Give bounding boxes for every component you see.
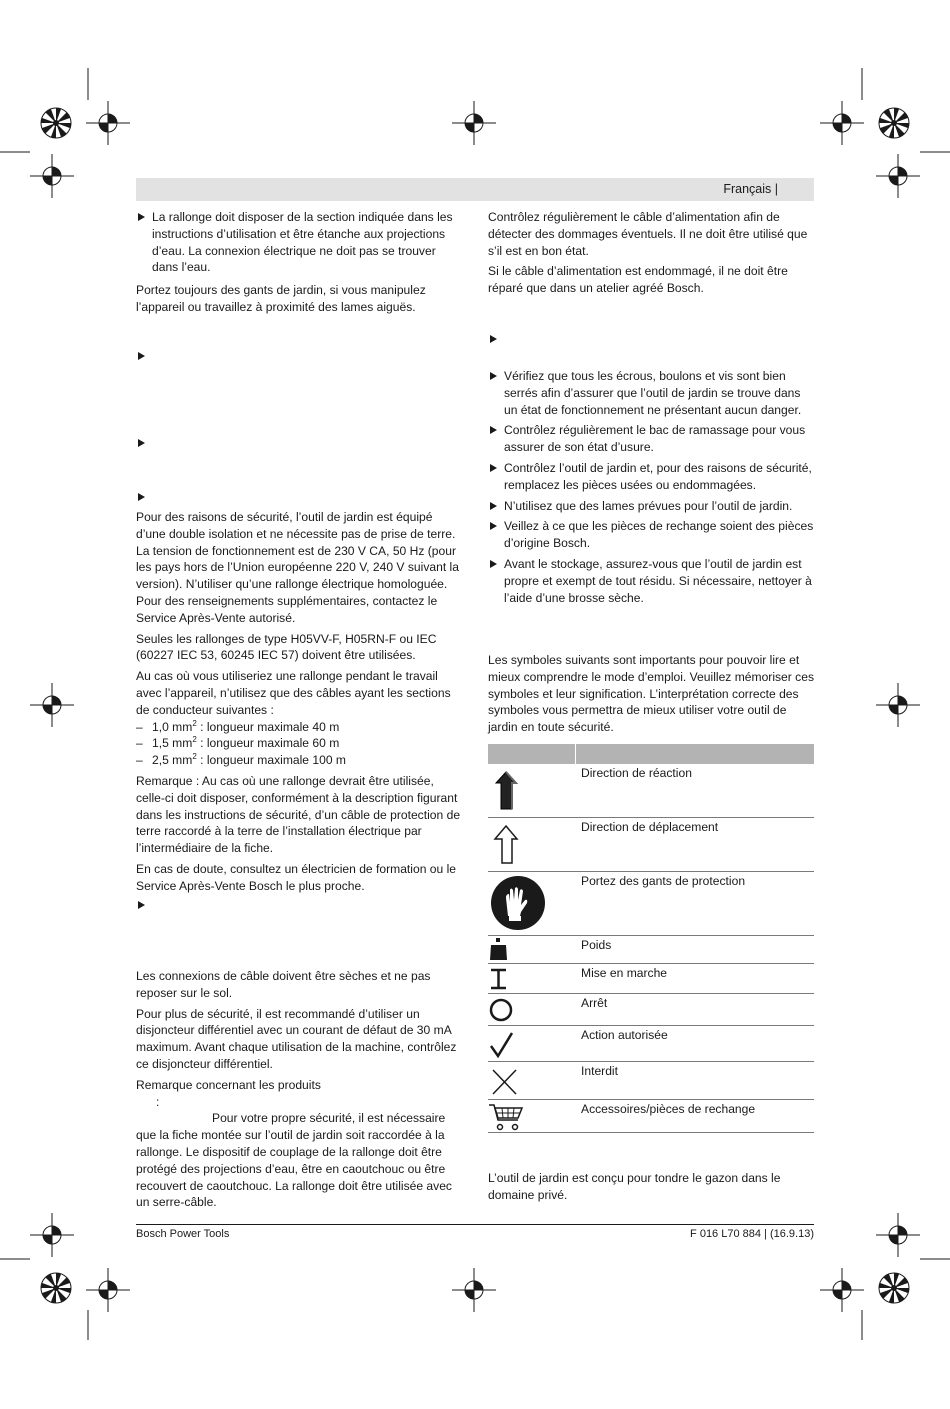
cross-icon (488, 1062, 522, 1099)
doubt-paragraph: En cas de doute, consultez un électricien de formation ou le Service Après-Vente Bosch le plus proche. (136, 861, 457, 893)
connections-paragraph: Les connexions de câble doivent être sèches et ne pas reposer sur le sol. (136, 969, 431, 1000)
symbol-label: Mise en marche (581, 966, 668, 980)
left-column-top (136, 209, 462, 316)
maintenance-item: Contrôlez régulièrement le bac de ramassage pour vous assurer de son état d’usure. (488, 422, 814, 456)
bullet-arrow-icon (138, 901, 145, 909)
header-language: Français | (723, 182, 778, 196)
footer-document-code: F 016 L70 884 | (16.9.13) (690, 1228, 814, 1240)
symbol-label: Action autorisée (581, 1028, 668, 1042)
bullet-arrow-icon (490, 426, 497, 434)
bullet-arrow-icon (490, 522, 497, 530)
shopping-cart-icon (488, 1100, 528, 1132)
intended-use-paragraph: L’outil de jardin est conçu pour tondre le gazon dans le domaine privé. (488, 1171, 781, 1202)
right-column-top (488, 209, 814, 297)
bullet-arrow-icon (138, 352, 145, 360)
footer-publisher: Bosch Power Tools (136, 1228, 230, 1240)
symbol-label: Arrêt (581, 996, 608, 1010)
reaction-direction-arrow-icon (488, 764, 528, 817)
symbols-intro-block (488, 652, 814, 736)
symbol-label: Direction de déplacement (581, 820, 719, 834)
movement-direction-arrow-icon (488, 818, 528, 871)
left-column-connections (136, 968, 462, 1211)
weight-icon (488, 936, 518, 963)
symbol-row (488, 994, 814, 1026)
check-cable-paragraph: Contrôlez régulièrement le câble d’alimentation afin de détecter des dommages éventuels. Il ne doit être utilisé que s’il est en bon état. (488, 210, 808, 258)
maintenance-item: Avant le stockage, assurez-vous que l’outil de jardin est propre et exempt de tout résidu. Si nécessaire, nettoyer à l’aide d’une brosse sèche. (488, 556, 814, 606)
symbols-table-header (488, 744, 814, 764)
symbol-label: Interdit (581, 1064, 618, 1078)
plug-lead-text: Pour votre propre sécurité, il est nécessaire (212, 1111, 446, 1126)
gloves-paragraph: Portez toujours des gants de jardin, si vous manipulez l’appareil ou travaillez à proximité des lames aiguës. (136, 283, 426, 314)
repair-paragraph: Si le câble d’alimentation est endommagé, il ne doit être réparé que dans un atelier agréé Bosch. (488, 264, 788, 296)
symbol-row (488, 872, 814, 936)
symbol-row (488, 1026, 814, 1062)
bullet-arrow-icon (138, 213, 145, 221)
symbol-row (488, 964, 814, 994)
symbol-label: Poids (581, 938, 612, 952)
left-column-electrical (136, 509, 462, 895)
safety-paragraph: Pour des raisons de sécurité, l’outil de jardin est équipé d’une double isolation et ne nécessite pas de prise de terre. La tension de fonctionnement est de 230 V CA, 50 Hz (pour les pays hors de l’Union européenne 220 V, 240 V suivant la version). N’utiliser qu’une rallonge électrique homologuée. Pour des renseignements supplémentaires, contactez le Service Après-Vente autorisé. (136, 510, 459, 625)
page-header-bar (136, 178, 814, 201)
symbols-intro: Les symboles suivants sont importants pour pouvoir lire et mieux comprendre le mode d’emploi. Veuillez mémoriser ces symboles et leur signification. L’interprétation correcte des symboles vous permettra de mieux utiliser votre outil de jardin en toute sécurité. (488, 653, 814, 735)
symbol-label: Accessoires/pièces de rechange (581, 1102, 756, 1116)
section-item: – 1,0 $mm^2$ : longueur maximale 40 m (136, 718, 340, 734)
bullet-arrow-icon (490, 464, 497, 472)
bullet-arrow-icon (490, 560, 497, 568)
bullet-arrow-icon (490, 372, 497, 380)
plug-paragraph: que la fiche montée sur l’outil de jardin soit raccordée à la rallonge. Le dispositif de couplage de la rallonge doit être protégé des projections d’eau, être en caoutchouc ou être recouvert de caoutchouc. La rallonge doit être utilisée avec un serre-câble. (136, 1128, 452, 1210)
footer-divider (136, 1224, 814, 1225)
intended-use-block (488, 1170, 814, 1204)
symbol-row (488, 764, 814, 818)
symbol-row (488, 818, 814, 872)
bullet-arrow-icon (138, 493, 145, 501)
switch-on-icon (488, 964, 518, 993)
symbol-row (488, 1100, 814, 1133)
section-item: – 2,5 $mm^2$ : longueur maximale 100 m (136, 752, 347, 768)
sections-intro: Au cas où vous utiliseriez une rallonge pendant le travail avec l’appareil, n’utilisez que des câbles ayant les sections de conducteur suivantes : (136, 669, 451, 717)
products-colon: : (156, 1094, 160, 1109)
check-mark-icon (488, 1026, 518, 1061)
maintenance-item: Veillez à ce que les pièces de rechange soient des pièces d’origine Bosch. (488, 518, 814, 552)
rcd-paragraph: Pour plus de sécurité, il est recommandé d’utiliser un disjoncteur différentiel avec un courant de défaut de 30 mA maximum. Avant chaque utilisation de la machine, contrôlez ce disjoncteur différentiel. (136, 1006, 457, 1071)
maintenance-item: Vérifiez que tous les écrous, boulons et vis sont bien serrés afin d’assurer que l’outil de jardin se trouve dans un état de fonctionnement ne présentant aucun danger. (488, 368, 814, 418)
bullet-extension-text: La rallonge doit disposer de la section indiquée dans les instructions d’utilisation et être étanche aux projections d’eau. La connexion électrique ne doit pas se trouver dans l’eau. (152, 210, 453, 275)
section-item: – 1,5 $mm^2$ : longueur maximale 60 m (136, 735, 340, 751)
cable-types-paragraph: Seules les rallonges de type H05VV-F, H05RN-F ou IEC (60227 IEC 53, 60245 IEC 57) doivent être utilisées. (136, 631, 437, 663)
bullet-arrow-icon (138, 439, 145, 447)
bullet-arrow-icon (490, 335, 497, 343)
products-note: Remarque concernant les produits (136, 1077, 321, 1092)
symbol-row (488, 936, 814, 964)
remark-paragraph: Remarque : Au cas où une rallonge devrait être utilisée, celle-ci doit disposer, conformément à la description figurant dans les instructions de sécurité, d’un câble de protection de terre raccordé à la terre de l’installation électrique par l’intermédiaire de la fiche. (136, 773, 461, 856)
bullet-extension-item (136, 209, 462, 276)
symbol-label: Direction de réaction (581, 766, 692, 780)
switch-off-icon (488, 994, 518, 1025)
symbol-label: Portez des gants de protection (581, 874, 746, 888)
protective-gloves-icon (488, 872, 548, 935)
bullet-arrow-icon (490, 502, 497, 510)
symbol-row (488, 1062, 814, 1100)
maintenance-list (488, 368, 814, 606)
maintenance-item: N’utilisez que des lames prévues pour l’outil de jardin. (488, 498, 814, 515)
maintenance-item: Contrôlez l’outil de jardin et, pour des raisons de sécurité, remplacez les pièces usées ou endommagées. (488, 460, 814, 494)
